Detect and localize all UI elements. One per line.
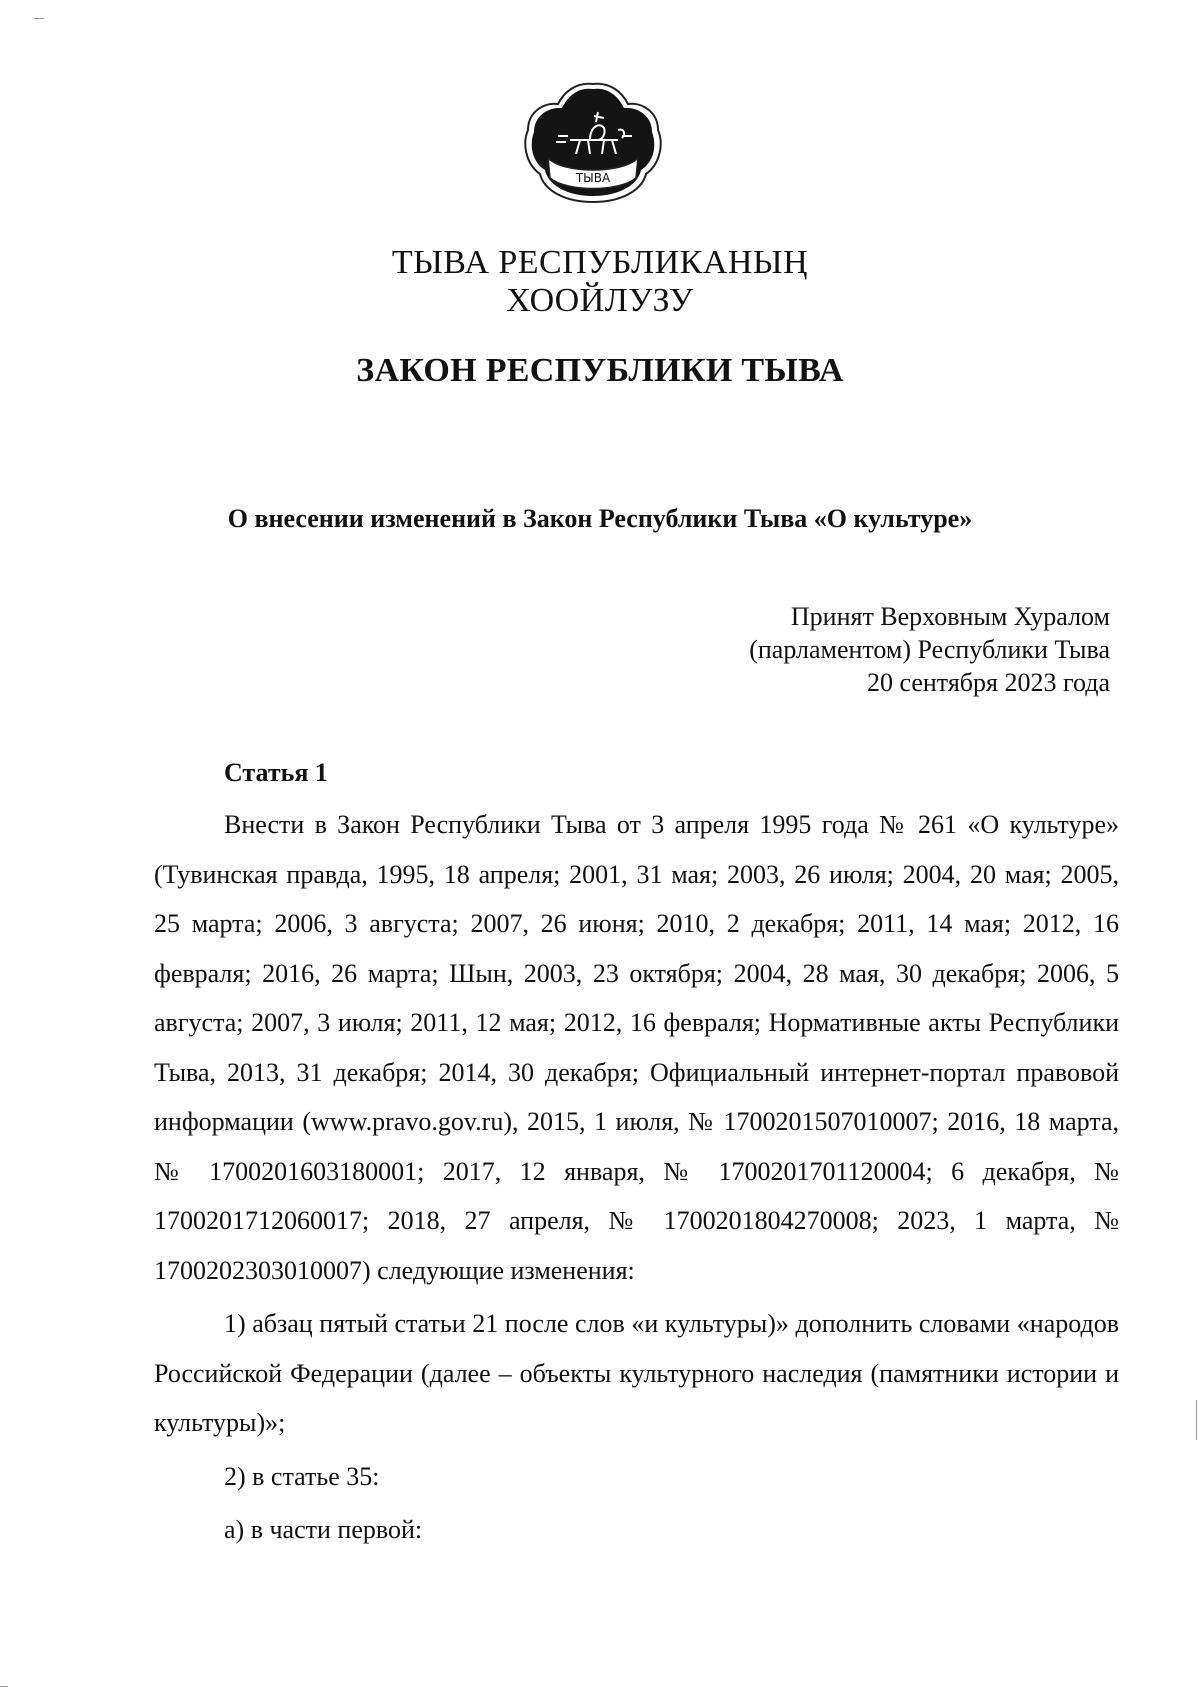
heading-line-1: ТЫВА РЕСПУБЛИКАНЫҢ bbox=[391, 244, 809, 281]
adoption-line-2: (парламентом) Республики Тыва bbox=[749, 635, 1110, 664]
adoption-date: 20 сентября 2023 года bbox=[866, 668, 1110, 697]
scan-mark bbox=[34, 18, 44, 19]
adoption-note bbox=[749, 600, 1110, 699]
article-paragraph: 1) абзац пятый статьи 21 после слов «и культуры)» дополнить словами «народов Российской Федерации (далее – объекты культурного наследия (памятники истории и культуры)»; bbox=[154, 1309, 1119, 1437]
article-paragraph: Внести в Закон Республики Тыва от 3 апреля 1995 года № 261 «О культуре» (Тувинская правда, 1995, 18 апреля; 2001, 31 мая; 2003, 26 июля; 2004, 20 мая; 2005, 25 марта; 2006, 3 августа; 2007, 26 июня; 2010, 2 декабря; 2011, 14 мая; 2012, 16 февраля; 2016, 26 марта; Шын, 2003, 23 октября; 2004, 28 мая, 30 декабря; 2006, 5 августа; 2007, 3 июля; 2011, 12 мая; 2012, 16 февраля; Нормативные акты Республики Тыва, 2013, 31 декабря; 2014, 30 декабря; Официальный интернет-портал правовой информации (www.pravo.gov.ru), 2015, 1 июля, № 1700201507010007; 2016, 18 марта, № 1700201603180001; 2017, 12 января, № 1700201701120004; 6 декабря, № 1700201712060017; 2018, 27 апреля, № 1700201804270008; 2023, 1 марта, № 1700202303010007) следующие изменения: bbox=[154, 810, 1119, 1285]
heading-tuvan bbox=[0, 244, 1200, 320]
law-title: ЗАКОН РЕСПУБЛИКИ ТЫВА bbox=[356, 352, 844, 389]
adoption-line-1: Принят Верховным Хуралом bbox=[790, 602, 1110, 631]
article-paragraph: 2) в статье 35: bbox=[224, 1461, 380, 1491]
law-subject: О внесении изменений в Закон Республики Тыва «О культуре» bbox=[227, 504, 973, 533]
heading-line-2: ХООЙЛУЗУ bbox=[506, 282, 694, 319]
scan-mark bbox=[1196, 1400, 1197, 1440]
scan-mark bbox=[0, 1686, 8, 1687]
emblem-label: ТЫВА bbox=[575, 171, 611, 185]
article-title: Статья 1 bbox=[224, 758, 328, 787]
article-paragraph: а) в части первой: bbox=[224, 1515, 423, 1544]
tuva-coat-of-arms-icon bbox=[518, 78, 668, 208]
article-body bbox=[154, 800, 1119, 1555]
